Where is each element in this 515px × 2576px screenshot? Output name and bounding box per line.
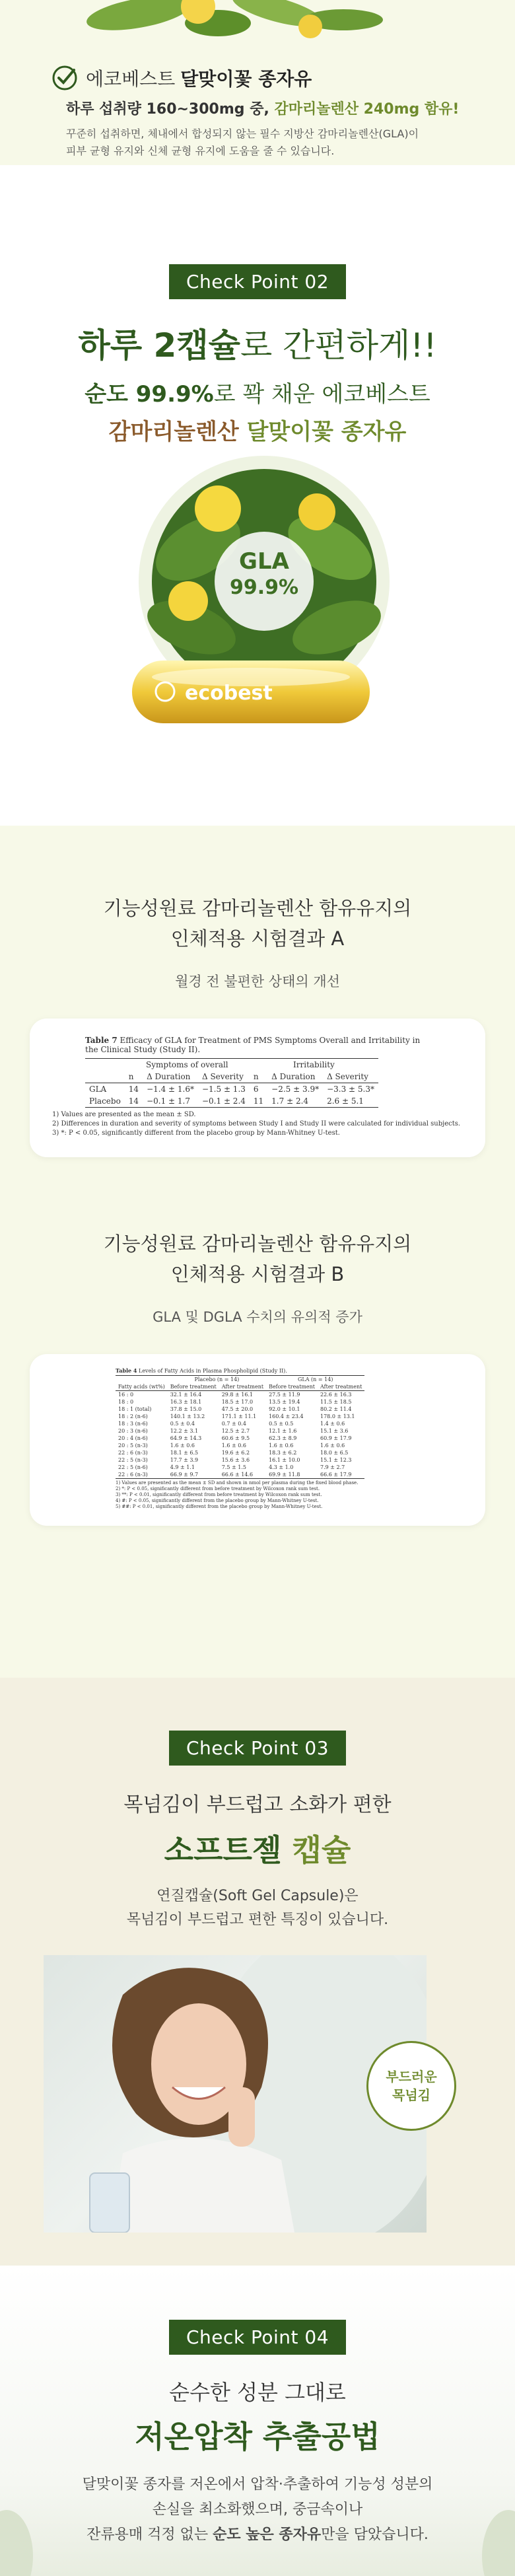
table-cell: 69.9 ± 11.8 xyxy=(269,1472,300,1478)
table-cell: 4.9 ± 1.1 xyxy=(170,1464,195,1470)
table-cell: −0.1 ± 2.4 xyxy=(201,1096,246,1106)
table-cell: 178.0 ± 13.1 xyxy=(320,1413,355,1419)
table-cell: 15.1 ± 3.6 xyxy=(320,1428,349,1434)
table-row xyxy=(116,1456,364,1464)
table-cell: 60.9 ± 17.9 xyxy=(320,1435,352,1441)
table-cell: 1.6 ± 0.6 xyxy=(269,1443,294,1449)
table-note: 3) **: P < 0.01, significantly different from before treatment by Wilcoxon rank sum test. xyxy=(116,1492,322,1497)
table-cell: 66.9 ± 9.7 xyxy=(170,1472,199,1478)
table-row xyxy=(116,1398,364,1406)
section1-desc-line2: 피부 균형 유지와 신체 균형 유지에 도움을 줄 수 있습니다. xyxy=(66,145,335,157)
study-a-table-label: Table 7 xyxy=(85,1036,118,1045)
table-cell: 140.1 ± 13.2 xyxy=(170,1413,205,1419)
table-cell: 18.3 ± 6.2 xyxy=(269,1450,297,1456)
table-cell: 37.8 ± 15.0 xyxy=(170,1406,202,1412)
table-cell: 1.6 ± 0.6 xyxy=(320,1443,345,1449)
gla-label: GLA xyxy=(239,548,289,575)
section1-title-prefix: 에코베스트 xyxy=(86,68,176,90)
checkpoint-03-badge: Check Point 03 xyxy=(169,1731,346,1766)
study-a-table xyxy=(85,1058,378,1108)
study-a-table-card xyxy=(30,1019,485,1157)
table-cell: 20 : 4 (n-6) xyxy=(118,1435,148,1441)
cp2-headline-bold: 하루 2캡슐 xyxy=(78,326,240,365)
cp4-desc2: 손실을 최소화했으며, 중금속이나 xyxy=(152,2501,363,2518)
table-cell: 15.1 ± 12.3 xyxy=(320,1457,352,1463)
study-b-group2: GLA (n = 14) xyxy=(298,1377,333,1382)
section-checkpoint-03 xyxy=(0,1678,515,2266)
table-cell: 22 : 6 (n-3) xyxy=(118,1450,148,1456)
table-row xyxy=(116,1449,364,1456)
table-row xyxy=(116,1413,364,1420)
gla-product-visual xyxy=(112,449,416,733)
study-a-title-line1: 기능성원료 감마리놀렌산 함유유지의 xyxy=(103,897,412,919)
table-row xyxy=(116,1464,364,1471)
table-cell: 22 : 5 (n-6) xyxy=(118,1464,148,1470)
study-a-title-line2: 인체적용 시험결과 A xyxy=(170,927,345,950)
table-row xyxy=(116,1442,364,1449)
cp3-line1: 목넘김이 부드럽고 소화가 편한 xyxy=(123,1793,392,1816)
table-cell: 18.5 ± 17.0 xyxy=(221,1399,254,1405)
table-cell: GLA xyxy=(89,1085,107,1094)
table-row xyxy=(116,1406,364,1413)
ecobest-brand: ecobest xyxy=(185,682,273,705)
cp2-sub2-green: 달맞이꽃 종자유 xyxy=(246,419,407,445)
table-cell: −0.1 ± 1.7 xyxy=(147,1096,190,1106)
table-cell: 12.1 ± 1.6 xyxy=(269,1428,297,1434)
study-b-title-line1: 기능성원료 감마리놀렌산 함유유지의 xyxy=(103,1233,412,1255)
table-cell: 64.9 ± 14.3 xyxy=(170,1435,202,1441)
table-row xyxy=(116,1420,364,1427)
table-cell: 19.6 ± 6.2 xyxy=(221,1450,250,1456)
cp2-headline-rest: 로 간편하게!! xyxy=(240,326,437,365)
table-cell: 29.8 ± 16.1 xyxy=(221,1392,254,1398)
section1-title-bold: 달맞이꽃 종자유 xyxy=(180,68,312,90)
table-note: 1) Values are presented as the mean ± SD and shown in nmol per plasma during the fixed blood phase. xyxy=(116,1480,359,1485)
table-cell: 16.1 ± 10.0 xyxy=(269,1457,300,1463)
study-b-table-card xyxy=(30,1354,485,1526)
table-note: 2) Differences in duration and severity of symptoms between Study I and Study II were calculated for individual subjects. xyxy=(52,1120,461,1127)
table-cell: 0.7 ± 0.4 xyxy=(221,1421,246,1427)
table-cell: 16 : 0 xyxy=(118,1392,134,1398)
table-cell: 171.1 ± 11.1 xyxy=(221,1413,257,1419)
leaf-flower-illustration xyxy=(0,0,515,50)
study-a-group1: Symptoms of overall xyxy=(146,1060,228,1069)
study-a-header: Δ Severity xyxy=(327,1072,368,1081)
study-a-group2: Irritability xyxy=(293,1060,335,1069)
cp3-headline-green: 소프트젤 xyxy=(164,1832,282,1868)
gla-value: 99.9% xyxy=(229,576,299,599)
table-cell: 80.2 ± 11.4 xyxy=(320,1406,352,1412)
side-leaf-decoration xyxy=(0,2503,515,2576)
table-cell: 62.3 ± 8.9 xyxy=(269,1435,297,1441)
cp2-sub2-brown: 감마리놀렌산 xyxy=(108,419,239,445)
intake-line-highlight: 감마리놀렌산 240mg 함유! xyxy=(274,101,460,118)
table-cell: 7.9 ± 2.7 xyxy=(320,1464,345,1470)
table-cell: −3.3 ± 5.3* xyxy=(327,1085,374,1094)
table-cell: 18.1 ± 6.5 xyxy=(170,1450,199,1456)
study-b-table-caption: Levels of Fatty Acids in Plasma Phospholipid (Study II). xyxy=(139,1368,287,1374)
cp4-desc1: 달맞이꽃 종자를 저온에서 압착·추출하여 기능성 성분의 xyxy=(82,2476,433,2493)
table-cell: 27.5 ± 11.9 xyxy=(269,1392,300,1398)
table-cell: 22 : 6 (n-3) xyxy=(118,1472,148,1478)
cp4-desc3-bold: 순도 높은 종자유 xyxy=(213,2526,322,2543)
table-cell: 22.6 ± 16.3 xyxy=(320,1392,352,1398)
section-checkpoint-04 xyxy=(0,2266,515,2576)
table-cell: 7.5 ± 1.5 xyxy=(221,1464,246,1470)
table-cell: 12.2 ± 3.1 xyxy=(170,1428,199,1434)
section-clinical-studies xyxy=(0,826,515,1678)
table-cell: 2.6 ± 5.1 xyxy=(327,1096,364,1106)
cp2-sub-bold: 순도 99.9% xyxy=(85,381,214,408)
study-b-header: Before treatment xyxy=(269,1384,315,1390)
table-cell: 66.6 ± 17.9 xyxy=(320,1472,352,1478)
table-row xyxy=(116,1391,364,1399)
table-note: 4) #: P < 0.05, significantly different from the placebo group by Mann-Whitney U-test. xyxy=(116,1498,319,1503)
study-b-header: Fatty acids (wt%) xyxy=(118,1384,165,1390)
cp4-desc3-suffix: 만을 담았습니다. xyxy=(321,2526,429,2543)
table-cell: 20 : 5 (n-3) xyxy=(118,1443,148,1449)
study-a-table-caption: Efficacy of GLA for Treatment of PMS Symptoms Overall and Irritability in the Clinical Study (Study II). xyxy=(85,1036,421,1054)
table-row xyxy=(116,1435,364,1442)
study-b-table xyxy=(116,1375,364,1479)
table-cell: 1.6 ± 0.6 xyxy=(221,1443,246,1449)
cp3-desc2: 목넘김이 부드럽고 편한 특징이 있습니다. xyxy=(126,1912,389,1928)
table-note: 5) ##: P < 0.01, significantly different from the placebo group by Mann-Whitney U-test. xyxy=(116,1504,323,1509)
study-b-subtitle: GLA 및 DGLA 수치의 유의적 증가 xyxy=(153,1309,362,1325)
check-circle-icon xyxy=(52,65,78,91)
table-cell: 13.5 ± 19.4 xyxy=(269,1399,300,1405)
table-note: 3) *: P < 0.05, significantly different from the placebo group by Mann-Whitney U-test. xyxy=(52,1129,340,1137)
table-cell: 6 xyxy=(253,1085,259,1094)
table-row xyxy=(85,1083,378,1096)
study-b-header: After treatment xyxy=(320,1384,362,1390)
table-cell: 1.4 ± 0.6 xyxy=(320,1421,345,1427)
table-cell: 92.0 ± 10.1 xyxy=(269,1406,300,1412)
study-b-group1: Placebo (n = 14) xyxy=(194,1377,240,1382)
table-note: 2) *: P < 0.05, significantly different from before treatment by Wilcoxon rank sum test. xyxy=(116,1486,320,1491)
table-cell: 18.0 ± 6.5 xyxy=(320,1450,349,1456)
table-cell: 18 : 3 (n-6) xyxy=(118,1421,148,1427)
soft-swallow-circle xyxy=(366,2041,456,2131)
table-cell: 1.7 ± 2.4 xyxy=(271,1096,309,1106)
circle-line1: 부드러운 xyxy=(386,2069,437,2085)
study-b-header: After treatment xyxy=(221,1384,264,1390)
study-a-header: Δ Severity xyxy=(201,1072,244,1081)
table-cell: 0.5 ± 0.5 xyxy=(269,1421,294,1427)
cp4-line1: 순수한 성분 그대로 xyxy=(169,2380,346,2405)
table-cell: 4.3 ± 1.0 xyxy=(269,1464,294,1470)
cp2-sub-rest: 로 꽉 채운 에코베스트 xyxy=(213,381,430,408)
checkpoint-04-badge: Check Point 04 xyxy=(169,2320,346,2355)
study-a-header: Δ Duration xyxy=(147,1072,191,1081)
study-a-header: n xyxy=(128,1072,134,1081)
section-product-intro xyxy=(0,0,515,165)
table-cell: 22 : 5 (n-3) xyxy=(118,1457,148,1463)
table-cell: 60.6 ± 9.5 xyxy=(221,1435,250,1441)
table-cell: 160.4 ± 23.4 xyxy=(269,1413,304,1419)
table-cell: 14 xyxy=(128,1085,139,1094)
table-row xyxy=(116,1471,364,1479)
section-checkpoint-02 xyxy=(0,165,515,826)
study-a-header: n xyxy=(253,1072,259,1081)
table-row xyxy=(116,1427,364,1435)
study-b-table-label: Table 4 xyxy=(116,1367,137,1374)
table-cell: 20 : 3 (n-6) xyxy=(118,1428,148,1434)
table-cell: Placebo xyxy=(89,1096,121,1106)
table-cell: 17.7 ± 3.9 xyxy=(170,1457,199,1463)
study-a-header: Δ Duration xyxy=(271,1072,316,1081)
table-cell: 18 : 1 (total) xyxy=(118,1406,152,1412)
study-b-header: Before treatment xyxy=(170,1384,217,1390)
intake-line-prefix: 하루 섭취량 160~300mg 중, xyxy=(66,101,269,118)
cp4-desc3-prefix: 잔류용매 걱정 없는 xyxy=(86,2526,209,2543)
table-cell: 15.6 ± 3.6 xyxy=(221,1457,250,1463)
table-cell: 0.5 ± 0.4 xyxy=(170,1421,195,1427)
circle-line2: 목넘김 xyxy=(392,2087,430,2103)
checkpoint-02-badge: Check Point 02 xyxy=(169,264,346,299)
table-cell: 11.5 ± 18.5 xyxy=(320,1399,352,1405)
table-cell: −1.4 ± 1.6* xyxy=(147,1085,194,1094)
table-cell: 16.3 ± 18.1 xyxy=(170,1399,202,1405)
table-cell: 11 xyxy=(253,1096,264,1106)
table-cell: 47.5 ± 20.0 xyxy=(221,1406,254,1412)
table-cell: 66.6 ± 14.6 xyxy=(221,1472,254,1478)
table-cell: 32.1 ± 16.4 xyxy=(170,1392,202,1398)
study-a-subtitle: 월경 전 불편한 상태의 개선 xyxy=(175,974,340,989)
table-cell: 18 : 2 (n-6) xyxy=(118,1413,148,1419)
table-row xyxy=(85,1095,378,1108)
table-cell: −1.5 ± 1.3 xyxy=(201,1085,246,1094)
study-a-header xyxy=(85,1071,125,1083)
table-cell: 12.5 ± 2.7 xyxy=(221,1428,250,1434)
cp3-desc1: 연질캡슐(Soft Gel Capsule)은 xyxy=(156,1888,359,1904)
cp4-headline: 저온압착 추출공법 xyxy=(135,2419,380,2454)
study-b-title-line2: 인체적용 시험결과 B xyxy=(170,1263,345,1285)
table-cell: 18 : 0 xyxy=(118,1399,134,1405)
table-cell: −2.5 ± 3.9* xyxy=(271,1085,320,1094)
cp3-headline-olive: 캡슐 xyxy=(292,1832,351,1868)
table-cell: 14 xyxy=(128,1096,139,1106)
table-note: 1) Values are presented as the mean ± SD. xyxy=(52,1111,196,1118)
table-cell: 1.6 ± 0.6 xyxy=(170,1443,195,1449)
section1-desc-line1: 꾸준히 섭취하면, 체내에서 합성되지 않는 필수 지방산 감마리놀렌산(GLA)이 xyxy=(66,127,419,140)
